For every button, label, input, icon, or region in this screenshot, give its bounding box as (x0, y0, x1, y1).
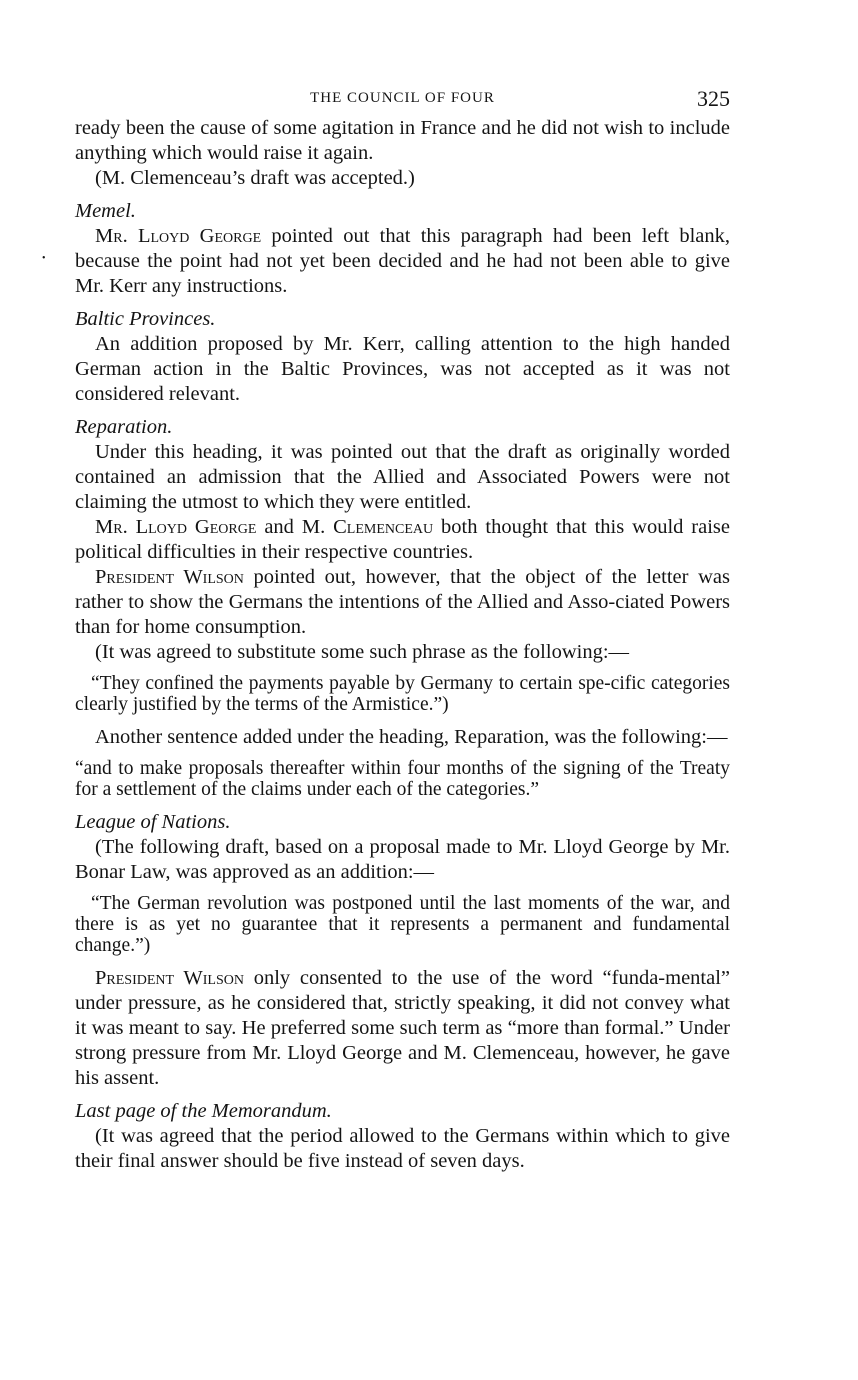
paragraph: (It was agreed that the period allowed to the Germans within which to give their final answer should be five instead of seven days. (75, 1125, 730, 1172)
quote-text: “They confined the payments payable by Germany to certain spe-cific categories clearly justified by the terms of the Armistice.”) (75, 673, 730, 715)
paragraph (75, 224, 730, 299)
paragraph: An addition proposed by Mr. Kerr, calling attention to the high handed German action in the Baltic Provinces, was not accepted as it was not considered relevant. (75, 333, 730, 405)
quote-text: “The German revolution was postponed until the last moments of the war, and there is as yet no guarantee that it represents a permanent and fundamental change.”) (75, 893, 730, 956)
paragraph (75, 966, 730, 1091)
paragraph: (M. Clemenceau’s draft was accepted.) (95, 167, 415, 189)
paragraph-text: both thought that this would raise political difficulties in their respective countries. (75, 516, 730, 563)
paragraph (75, 515, 730, 565)
paragraph-text: pointed out, however, that the object of the letter was rather to show the Germans the intentions of the Allied and Asso-ciated Powers than for home consumption. (75, 566, 730, 638)
block-quote (75, 758, 730, 800)
running-head (75, 86, 730, 112)
speaker-name: Clemenceau (333, 516, 434, 538)
document-page (75, 86, 730, 1174)
page-number: 325 (697, 86, 730, 111)
speaker-name: Mr. Lloyd George (95, 516, 257, 538)
speaker-name: President Wilson (95, 566, 244, 588)
paragraph: (It was agreed to substitute some such phrase as the following:— (95, 641, 630, 663)
quote-text: “and to make proposals thereafter within four months of the signing of the Treaty for a settlement of the claims under each of the categories.” (75, 758, 730, 800)
block-quote (75, 673, 730, 715)
paragraph-text: only consented to the use of the word “funda-mental” under pressure, as he considered that, strictly speaking, it did not convey what it was meant to say. He preferred some such term as “more than formal.” Under strong pressure from Mr. Lloyd George and M. Clemenceau, however, he gave his assent. (75, 967, 731, 1089)
running-title: THE COUNCIL OF FOUR (310, 90, 495, 106)
paragraph: Another sentence added under the heading, Reparation, was the following:— (95, 726, 728, 748)
section-heading-league: League of Nations. (75, 811, 231, 833)
paragraph-text: pointed out that this paragraph had been left blank, because the point had not yet been decided and he had not been able to give Mr. Kerr any instructions. (75, 225, 731, 297)
section-heading-baltic: Baltic Provinces. (75, 308, 216, 330)
paragraph: (The following draft, based on a proposal made to Mr. Lloyd George by Mr. Bonar Law, was approved as an addition:— (75, 836, 730, 883)
speaker-name: Mr. Lloyd George (95, 225, 262, 247)
paragraph: ready been the cause of some agitation in France and he did not wish to include anything which would raise it again. (75, 117, 730, 164)
speaker-name: President Wilson (95, 967, 244, 989)
section-heading-memel: Memel. (75, 200, 136, 222)
margin-mark: • (42, 253, 46, 264)
paragraph (75, 565, 730, 640)
paragraph: Under this heading, it was pointed out that the draft as originally worded contained an admission that the Allied and Associated Powers were not claiming the utmost to which they were entitled. (75, 441, 730, 513)
block-quote (75, 893, 730, 956)
section-heading-reparation: Reparation. (75, 416, 173, 438)
section-heading-last-page: Last page of the Memorandum. (75, 1100, 332, 1122)
paragraph-text: and M. (256, 516, 334, 538)
